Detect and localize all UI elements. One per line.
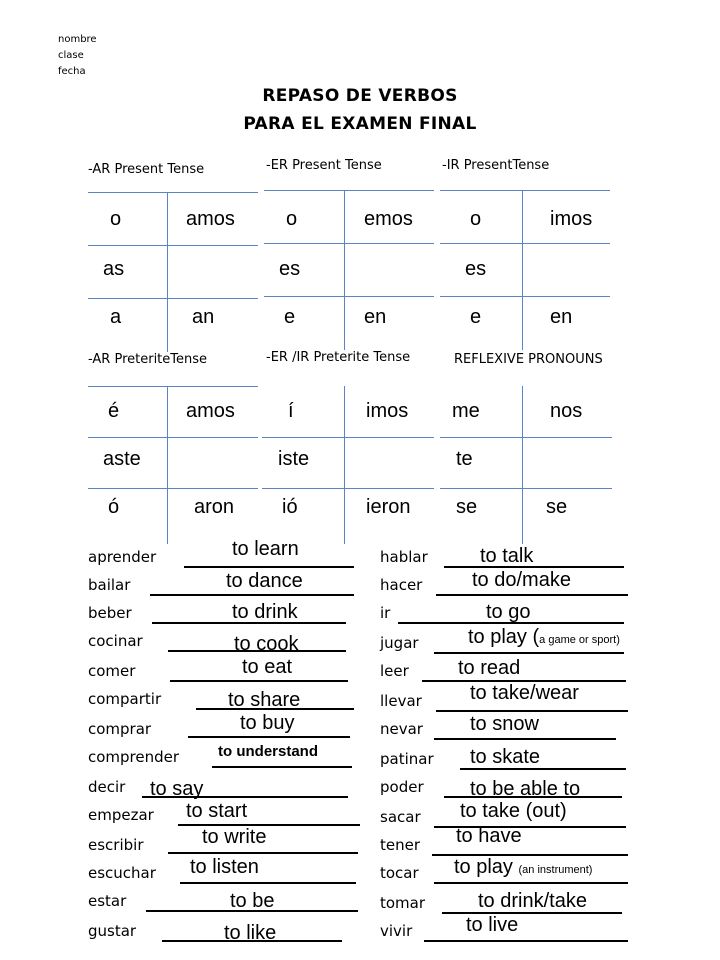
grid-reflexive (440, 386, 612, 544)
ending-cell: imos (550, 208, 593, 230)
ending-cell: ó (108, 496, 120, 518)
ending-cell: emos (364, 208, 413, 230)
answer-text: to write (202, 826, 267, 848)
verb-label: jugar (380, 634, 419, 652)
grid-ir-present (440, 190, 610, 350)
answer-line (424, 940, 628, 942)
grid-er-ir-preterite (262, 386, 434, 544)
grid-line (262, 437, 434, 438)
answer-line (434, 738, 616, 740)
verb-label: leer (380, 662, 409, 680)
answer-main: to play (454, 856, 513, 878)
answer-text: to learn (232, 538, 299, 560)
ending-cell: nos (550, 400, 583, 422)
grid-ar-present (88, 192, 258, 352)
ending-cell: amos (186, 208, 235, 230)
verb-label: tener (380, 836, 421, 854)
ending-cell: en (364, 306, 387, 328)
ending-cell: aron (194, 496, 235, 518)
answer-text: to start (186, 800, 248, 822)
grid-line (88, 386, 258, 387)
answer-text: to go (486, 601, 531, 623)
answer-text: to buy (240, 712, 295, 734)
table-label-ir-present: -IR PresentTense (442, 158, 550, 173)
ending-cell: ieron (366, 496, 411, 518)
answer-main: to play ( (468, 626, 540, 648)
grid-line (88, 488, 258, 489)
answer-line (184, 566, 354, 568)
grid-line (440, 190, 610, 191)
answer-text: to understand (218, 743, 318, 760)
answer-line (436, 594, 628, 596)
ending-cell: se (456, 496, 478, 518)
grid-line (440, 296, 610, 297)
verb-label: escuchar (88, 864, 156, 882)
answer-line (434, 882, 628, 884)
verb-label: beber (88, 604, 132, 622)
answer-text: to have (456, 825, 522, 847)
table-label-reflexive: REFLEXIVE PRONOUNS (454, 352, 603, 367)
answer-text: to share (228, 689, 301, 711)
answer-text (468, 626, 620, 649)
grid-er-present (264, 190, 434, 350)
date-label: fecha (58, 66, 86, 77)
grid-line (167, 386, 168, 544)
answer-text: to skate (470, 746, 541, 768)
ending-cell: é (108, 400, 120, 422)
grid-line (344, 190, 345, 350)
verb-label: bailar (88, 576, 131, 594)
ending-cell: es (279, 258, 301, 280)
answer-text: to read (458, 657, 521, 679)
verb-label: hacer (380, 576, 423, 594)
verb-label: escribir (88, 836, 144, 854)
verb-label: comer (88, 662, 136, 680)
verb-label: estar (88, 892, 127, 910)
verb-label: llevar (380, 692, 422, 710)
verb-label: aprender (88, 548, 157, 566)
answer-note: (an instrument) (518, 864, 593, 876)
grid-line (88, 437, 258, 438)
answer-line (436, 710, 628, 712)
answer-note: a game or sport) (539, 634, 620, 646)
answer-text: to live (466, 914, 519, 936)
answer-text: to cook (234, 633, 299, 655)
ending-cell: imos (366, 400, 409, 422)
grid-line (88, 245, 258, 246)
table-label-ar-preterite: -AR PreteriteTense (88, 352, 208, 367)
verb-label: comprender (88, 748, 180, 766)
table-label-er-present: -ER Present Tense (266, 158, 382, 173)
answer-text: to like (224, 922, 277, 944)
grid-line (522, 190, 523, 350)
answer-line (444, 566, 624, 568)
verb-label: gustar (88, 922, 137, 940)
verb-label: ir (380, 604, 391, 622)
grid-line (262, 488, 434, 489)
answer-text: to snow (470, 713, 539, 735)
verb-label: tocar (380, 864, 419, 882)
grid-line (264, 243, 434, 244)
verb-label: vivir (380, 922, 413, 940)
ending-cell: o (110, 208, 122, 230)
answer-line (188, 736, 350, 738)
grid-line (522, 386, 523, 544)
grid-line (88, 192, 258, 193)
answer-line (212, 766, 352, 768)
ending-cell: es (465, 258, 487, 280)
verb-label: decir (88, 778, 126, 796)
answer-text: to listen (190, 856, 259, 878)
grid-line (344, 386, 345, 544)
answer-text: to dance (226, 570, 303, 592)
grid-ar-preterite (88, 386, 258, 544)
ending-cell: e (284, 306, 296, 328)
ending-cell: a (110, 306, 122, 328)
page-subtitle: PARA EL EXAMEN FINAL (243, 114, 477, 134)
ending-cell: an (192, 306, 215, 328)
verb-label: patinar (380, 750, 434, 768)
ending-cell: aste (103, 448, 141, 470)
answer-line (170, 680, 348, 682)
answer-line (434, 652, 624, 654)
ending-cell: ió (282, 496, 298, 518)
ending-cell: amos (186, 400, 235, 422)
verb-label: empezar (88, 806, 154, 824)
verb-label: tomar (380, 894, 426, 912)
grid-line (167, 192, 168, 352)
answer-text (454, 856, 592, 879)
grid-line (440, 243, 610, 244)
verb-label: sacar (380, 808, 421, 826)
answer-text: to drink/take (478, 890, 587, 912)
answer-text: to do/make (472, 569, 571, 591)
ending-cell: o (286, 208, 298, 230)
grid-line (264, 296, 434, 297)
verb-label: poder (380, 778, 424, 796)
ending-cell: en (550, 306, 573, 328)
answer-text: to talk (480, 545, 534, 567)
ending-cell: e (470, 306, 482, 328)
ending-cell: te (456, 448, 473, 470)
table-label-er-ir-preterite: -ER /IR Preterite Tense (266, 350, 411, 365)
answer-line (180, 882, 356, 884)
answer-text: to be (230, 890, 275, 912)
name-label: nombre (58, 34, 97, 45)
answer-text: to drink (232, 601, 298, 623)
grid-line (440, 488, 612, 489)
ending-cell: í (288, 400, 294, 422)
answer-text: to take/wear (470, 682, 579, 704)
ending-cell: se (546, 496, 568, 518)
verb-label: comprar (88, 720, 152, 738)
grid-line (264, 190, 434, 191)
ending-cell: as (103, 258, 125, 280)
answer-text: to take (out) (460, 800, 567, 822)
answer-line (168, 852, 358, 854)
ending-cell: iste (278, 448, 310, 470)
ending-cell: me (452, 400, 480, 422)
verb-label: compartir (88, 690, 162, 708)
verb-label: hablar (380, 548, 428, 566)
ending-cell: o (470, 208, 482, 230)
answer-line (150, 594, 354, 596)
verb-label: cocinar (88, 632, 143, 650)
answer-text: to say (150, 778, 204, 800)
page-title: REPASO DE VERBOS (262, 86, 458, 106)
answer-text: to be able to (470, 778, 581, 800)
class-label: clase (58, 50, 84, 61)
table-label-ar-present: -AR Present Tense (88, 162, 205, 177)
answer-text: to eat (242, 656, 293, 678)
grid-line (88, 298, 258, 299)
grid-line (440, 437, 612, 438)
verb-label: nevar (380, 720, 423, 738)
